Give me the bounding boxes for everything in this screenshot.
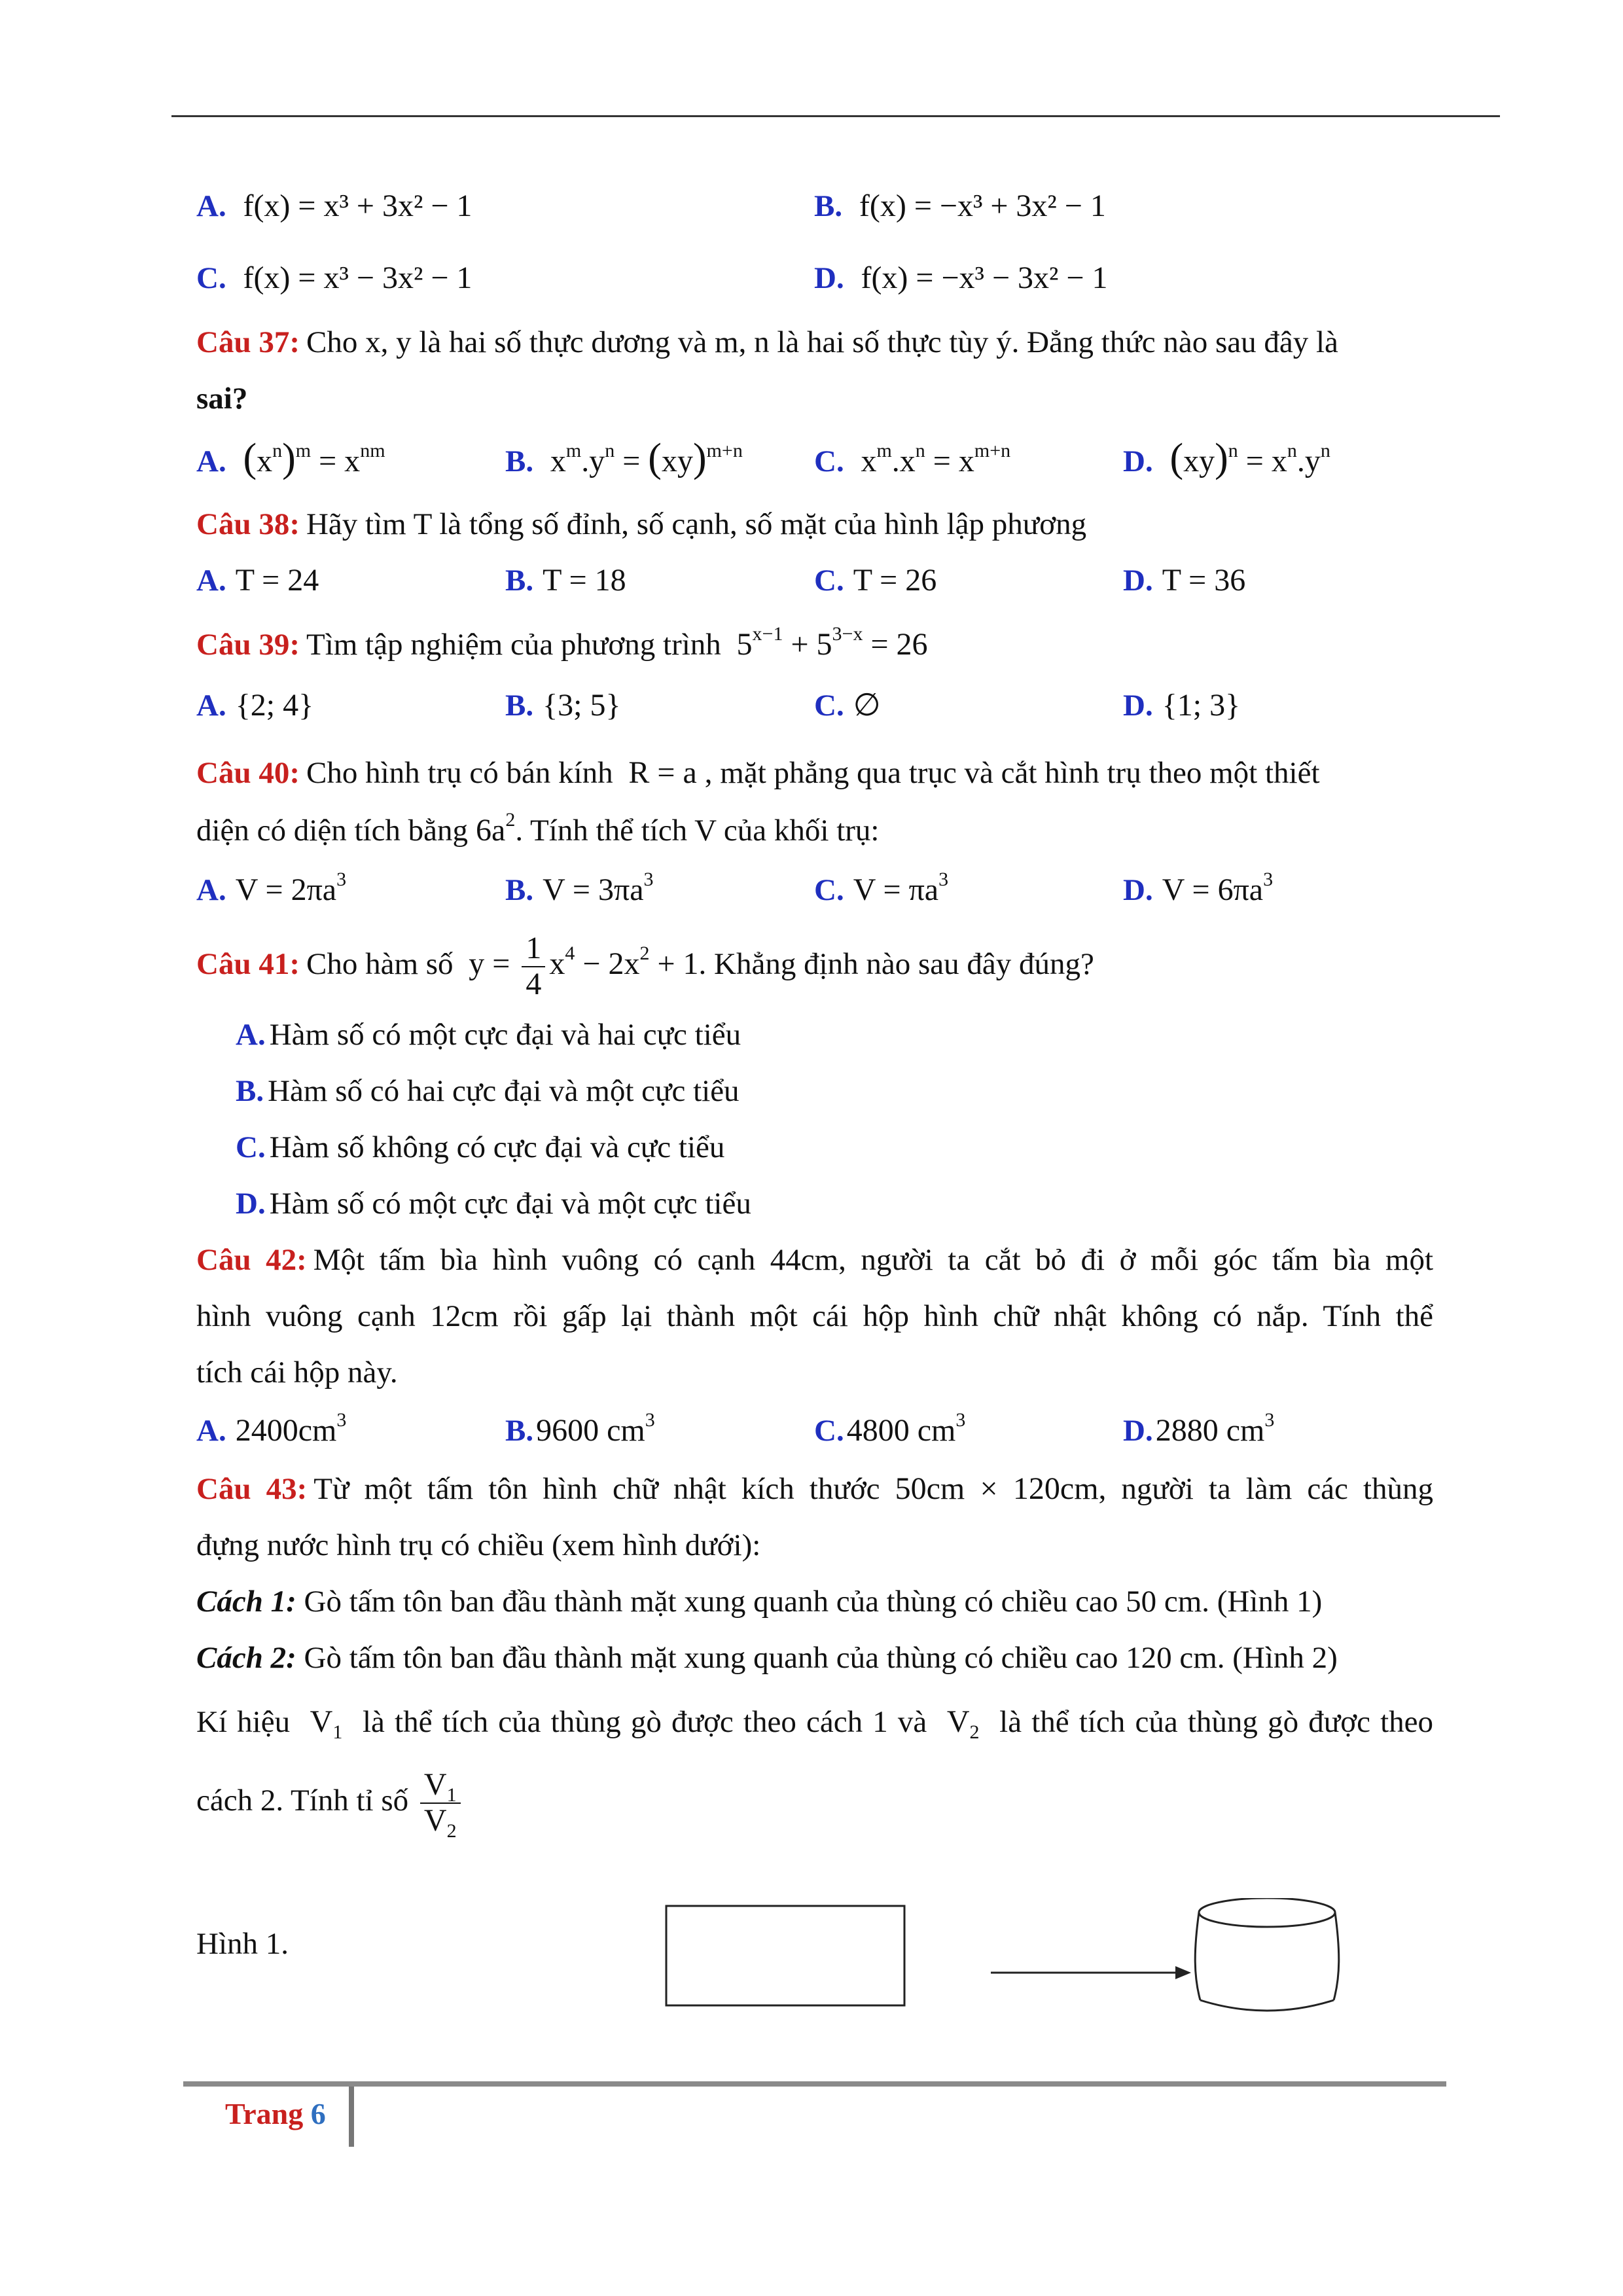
- q36-option-a[interactable]: A. f(x) = x³ + 3x² − 1: [196, 188, 473, 223]
- q36-option-c[interactable]: C. f(x) = x³ − 3x² − 1: [196, 260, 473, 295]
- q42-options: [196, 1401, 1433, 1461]
- arrow-head: [1175, 1966, 1191, 1979]
- q36-option-d[interactable]: D. f(x) = −x³ − 3x² − 1: [814, 260, 1108, 295]
- q40-option-d[interactable]: D. $V = 6\pi a^3$: [1123, 869, 1274, 907]
- q39-options: [196, 674, 1433, 737]
- q40-option-c[interactable]: C. $V = \pi a^3$: [814, 869, 949, 907]
- question-39: Câu 39: Tìm tập nghiệm của phương trình $5^{x-1} + 5^{3-x} = 26$: [196, 623, 928, 662]
- q42-option-b[interactable]: B.9600 $cm^3$: [505, 1409, 655, 1448]
- q39-option-b[interactable]: B. {3; 5}: [505, 688, 621, 723]
- question-39-text: Tìm tập nghiệm của phương trình: [306, 628, 721, 662]
- q41-option-a[interactable]: A. Hàm số có một cực đại và hai cực tiểu: [236, 1018, 741, 1052]
- q38-option-c[interactable]: C. T = 26: [814, 563, 937, 598]
- question-41: Câu 41: Cho hàm số y = $\frac{1}{4}$ $x^4 - 2x^2 + 1$. Khẳng định nào sau đây đúng?: [196, 931, 1094, 1001]
- q36-options-row2: [196, 242, 1433, 314]
- figure-caption: Hình 1.: [196, 1927, 289, 1961]
- header-rule: [171, 115, 1500, 117]
- q40-option-a[interactable]: A. $V = 2\pi a^3$: [196, 869, 347, 907]
- q40-option-b[interactable]: B. $V = 3\pi a^3$: [505, 869, 654, 907]
- footer-rule: [183, 2081, 1446, 2087]
- q38-option-a[interactable]: A. T = 24: [196, 563, 319, 598]
- q40-options: [196, 859, 1433, 922]
- q38-option-b[interactable]: B. T = 18: [505, 563, 626, 598]
- question-37-label: Câu 37:: [196, 325, 300, 359]
- footer-divider: [349, 2087, 354, 2147]
- question-43: Câu 43: Từ một tấm tôn hình chữ nhật kích thước 50cm × 120cm, người ta làm các thùng: [196, 1471, 1434, 1506]
- q36-option-a-text: f(x) = x³ + 3x² − 1: [243, 188, 473, 223]
- question-38-text: Hãy tìm T là tổng số đỉnh, số cạnh, số mặt của hình lập phương: [306, 507, 1087, 541]
- q37-option-b[interactable]: B. $x^m.y^n = (xy)^{m+n}$: [505, 436, 743, 480]
- q41-option-d[interactable]: D. Hàm số có một cực đại và một cực tiểu: [236, 1187, 751, 1221]
- page-footer: [225, 2088, 326, 2140]
- question-38: Câu 38: Hãy tìm T là tổng số đỉnh, số cạnh, số mặt của hình lập phương: [196, 507, 1087, 541]
- q36-option-c-text: f(x) = x³ − 3x² − 1: [243, 260, 473, 295]
- cylinder-top: [1199, 1898, 1335, 1927]
- q36-option-d-text: f(x) = −x³ − 3x² − 1: [861, 260, 1108, 295]
- tin-sheet-rectangle: [666, 1906, 904, 2005]
- page-number: 6: [310, 2097, 326, 2130]
- footer-label: Trang: [225, 2097, 304, 2130]
- q41-option-c[interactable]: C. Hàm số không có cực đại và cực tiểu: [236, 1130, 725, 1164]
- question-37-text: Cho x, y là hai số thực dương và m, n là hai số thực tùy ý. Đẳng thức nào sau đây là: [306, 325, 1338, 359]
- q42-option-c[interactable]: C.4800 $cm^3$: [814, 1409, 966, 1448]
- question-42: Câu 42: Một tấm bìa hình vuông có cạnh 44cm, người ta cắt bỏ đi ở mỗi góc tấm bìa một: [196, 1243, 1433, 1277]
- q37-option-d[interactable]: D. $(xy)^n = x^n.y^n$: [1123, 436, 1330, 480]
- question-37: [196, 314, 1433, 370]
- q42-option-a[interactable]: A. $2400cm^3$: [196, 1409, 347, 1448]
- figure-hinh-1: [0, 1898, 1623, 2055]
- q42-option-d[interactable]: D.2880 $cm^3$: [1123, 1409, 1275, 1448]
- q38-option-d[interactable]: D. T = 36: [1123, 563, 1246, 598]
- q39-option-a[interactable]: A. {2; 4}: [196, 688, 314, 723]
- q36-option-b[interactable]: B. f(x) = −x³ + 3x² − 1: [814, 188, 1106, 223]
- q36-options-row1: [196, 170, 1433, 242]
- q39-option-d[interactable]: D. {1; 3}: [1123, 688, 1241, 723]
- page-content: A. f(x) = x³ + 3x² − 1 B. f(x) = −x³ + 3x² − 1 C. f(x) = x³ − 3x² − 1 D. f(x) = −x³ − 3x² − 1 Câu 37: Cho x, y là hai số thực dương và m, n là hai số thực tùy ý. Đẳng thức nào sau đây là sai? A. $(x^n)^m = x^{nm}$ B. $x^m.y^n = (xy)^{m+n}$ C. $x^m.x^n = x^{m+n}$ D. $(xy)^n = x^n.y^n$ Câu 38: Hãy tìm T là tổng số đỉnh, số cạnh, số mặt của hình lập phương A. T = 24 B. T = 18 C. T = 26 D. T = 36 Câu 39: Tìm tập nghiệm của phương trình $5^{x-1} + 5^{3-x} = 26$ A. {2; 4} B. {3; 5} C. ∅ D. {1; 3} Câu 40: Cho hình trụ có bán kính R = a , mặt phẳng qua trục và cắt hình trụ theo một thiết diện có diện tích bằng $6a^2$. Tính thể tích V của khối trụ: A. $V = 2\pi a^3$ B. $V = 3\pi a^3$ C. $V = \pi a^3$ D. $V = 6\pi a^3$ Câu 41: Cho hàm số y = $\frac{1}{4}$ $x^4 - 2x^2 + 1$. Khẳng định nào sau đây đúng? A. Hàm số có một cực đại và hai cực tiểu B. Hàm số có hai cực đại và một cực tiểu C. Hàm số không có cực đại và cực tiểu D. Hàm số có một cực đại và một cực tiểu Câu 42: Một tấm bìa hình vuông có cạnh 44cm, người ta cắt bỏ đi ở mỗi góc tấm bìa một hình vuông cạnh 12cm rồi gấp lại thành một cái hộp hình chữ nhật không có nắp. Tính thể tích cái hộp này. A. $2400cm^3$ B.9600 $cm^3$ C.4800 $cm^3$ D.2880 $cm^3$ Câu 43: Từ một tấm tôn hình chữ nhật kích thước 50cm × 120cm, người ta làm các thùng đựng nước hình trụ có chiều (xem hình dưới): Cách 1: Gò tấm tôn ban đầu thành mặt xung quanh của thùng có chiều cao 50 cm. (Hình 1) Cách 2: Gò tấm tôn ban đầu thành mặt xung quanh của thùng có chiều cao 120 cm. (Hình 2) Kí hiệu $V_1$ là thể tích của thùng gò được theo cách 1 và $V_2$ là thể tích của thùng gò được theo cách 2. Tính tỉ số $\frac{V_1}{V_2}$: [196, 170, 1433, 1850]
- q39-option-c[interactable]: C. ∅: [814, 688, 881, 723]
- q41-option-b[interactable]: B. Hàm số có hai cực đại và một cực tiểu: [236, 1074, 740, 1108]
- figure-drawing: [0, 1898, 1623, 2055]
- q37-option-c[interactable]: C. $x^m.x^n = x^{m+n}$: [814, 440, 1011, 478]
- q37-options: [196, 427, 1433, 496]
- q37-option-a[interactable]: A. $(x^n)^m = x^{nm}$: [196, 436, 385, 480]
- q39-equation: $5^{x-1} + 5^{3-x} = 26$: [728, 623, 928, 662]
- question-37-bold: sai?: [196, 382, 248, 416]
- q38-options: [196, 552, 1433, 609]
- ratio-v1-v2: $\frac{V_1}{V_2}$: [420, 1768, 461, 1839]
- q36-option-b-text: f(x) = −x³ + 3x² − 1: [859, 188, 1106, 223]
- question-40: Câu 40: Cho hình trụ có bán kính R = a , mặt phẳng qua trục và cắt hình trụ theo một thiết: [196, 755, 1320, 790]
